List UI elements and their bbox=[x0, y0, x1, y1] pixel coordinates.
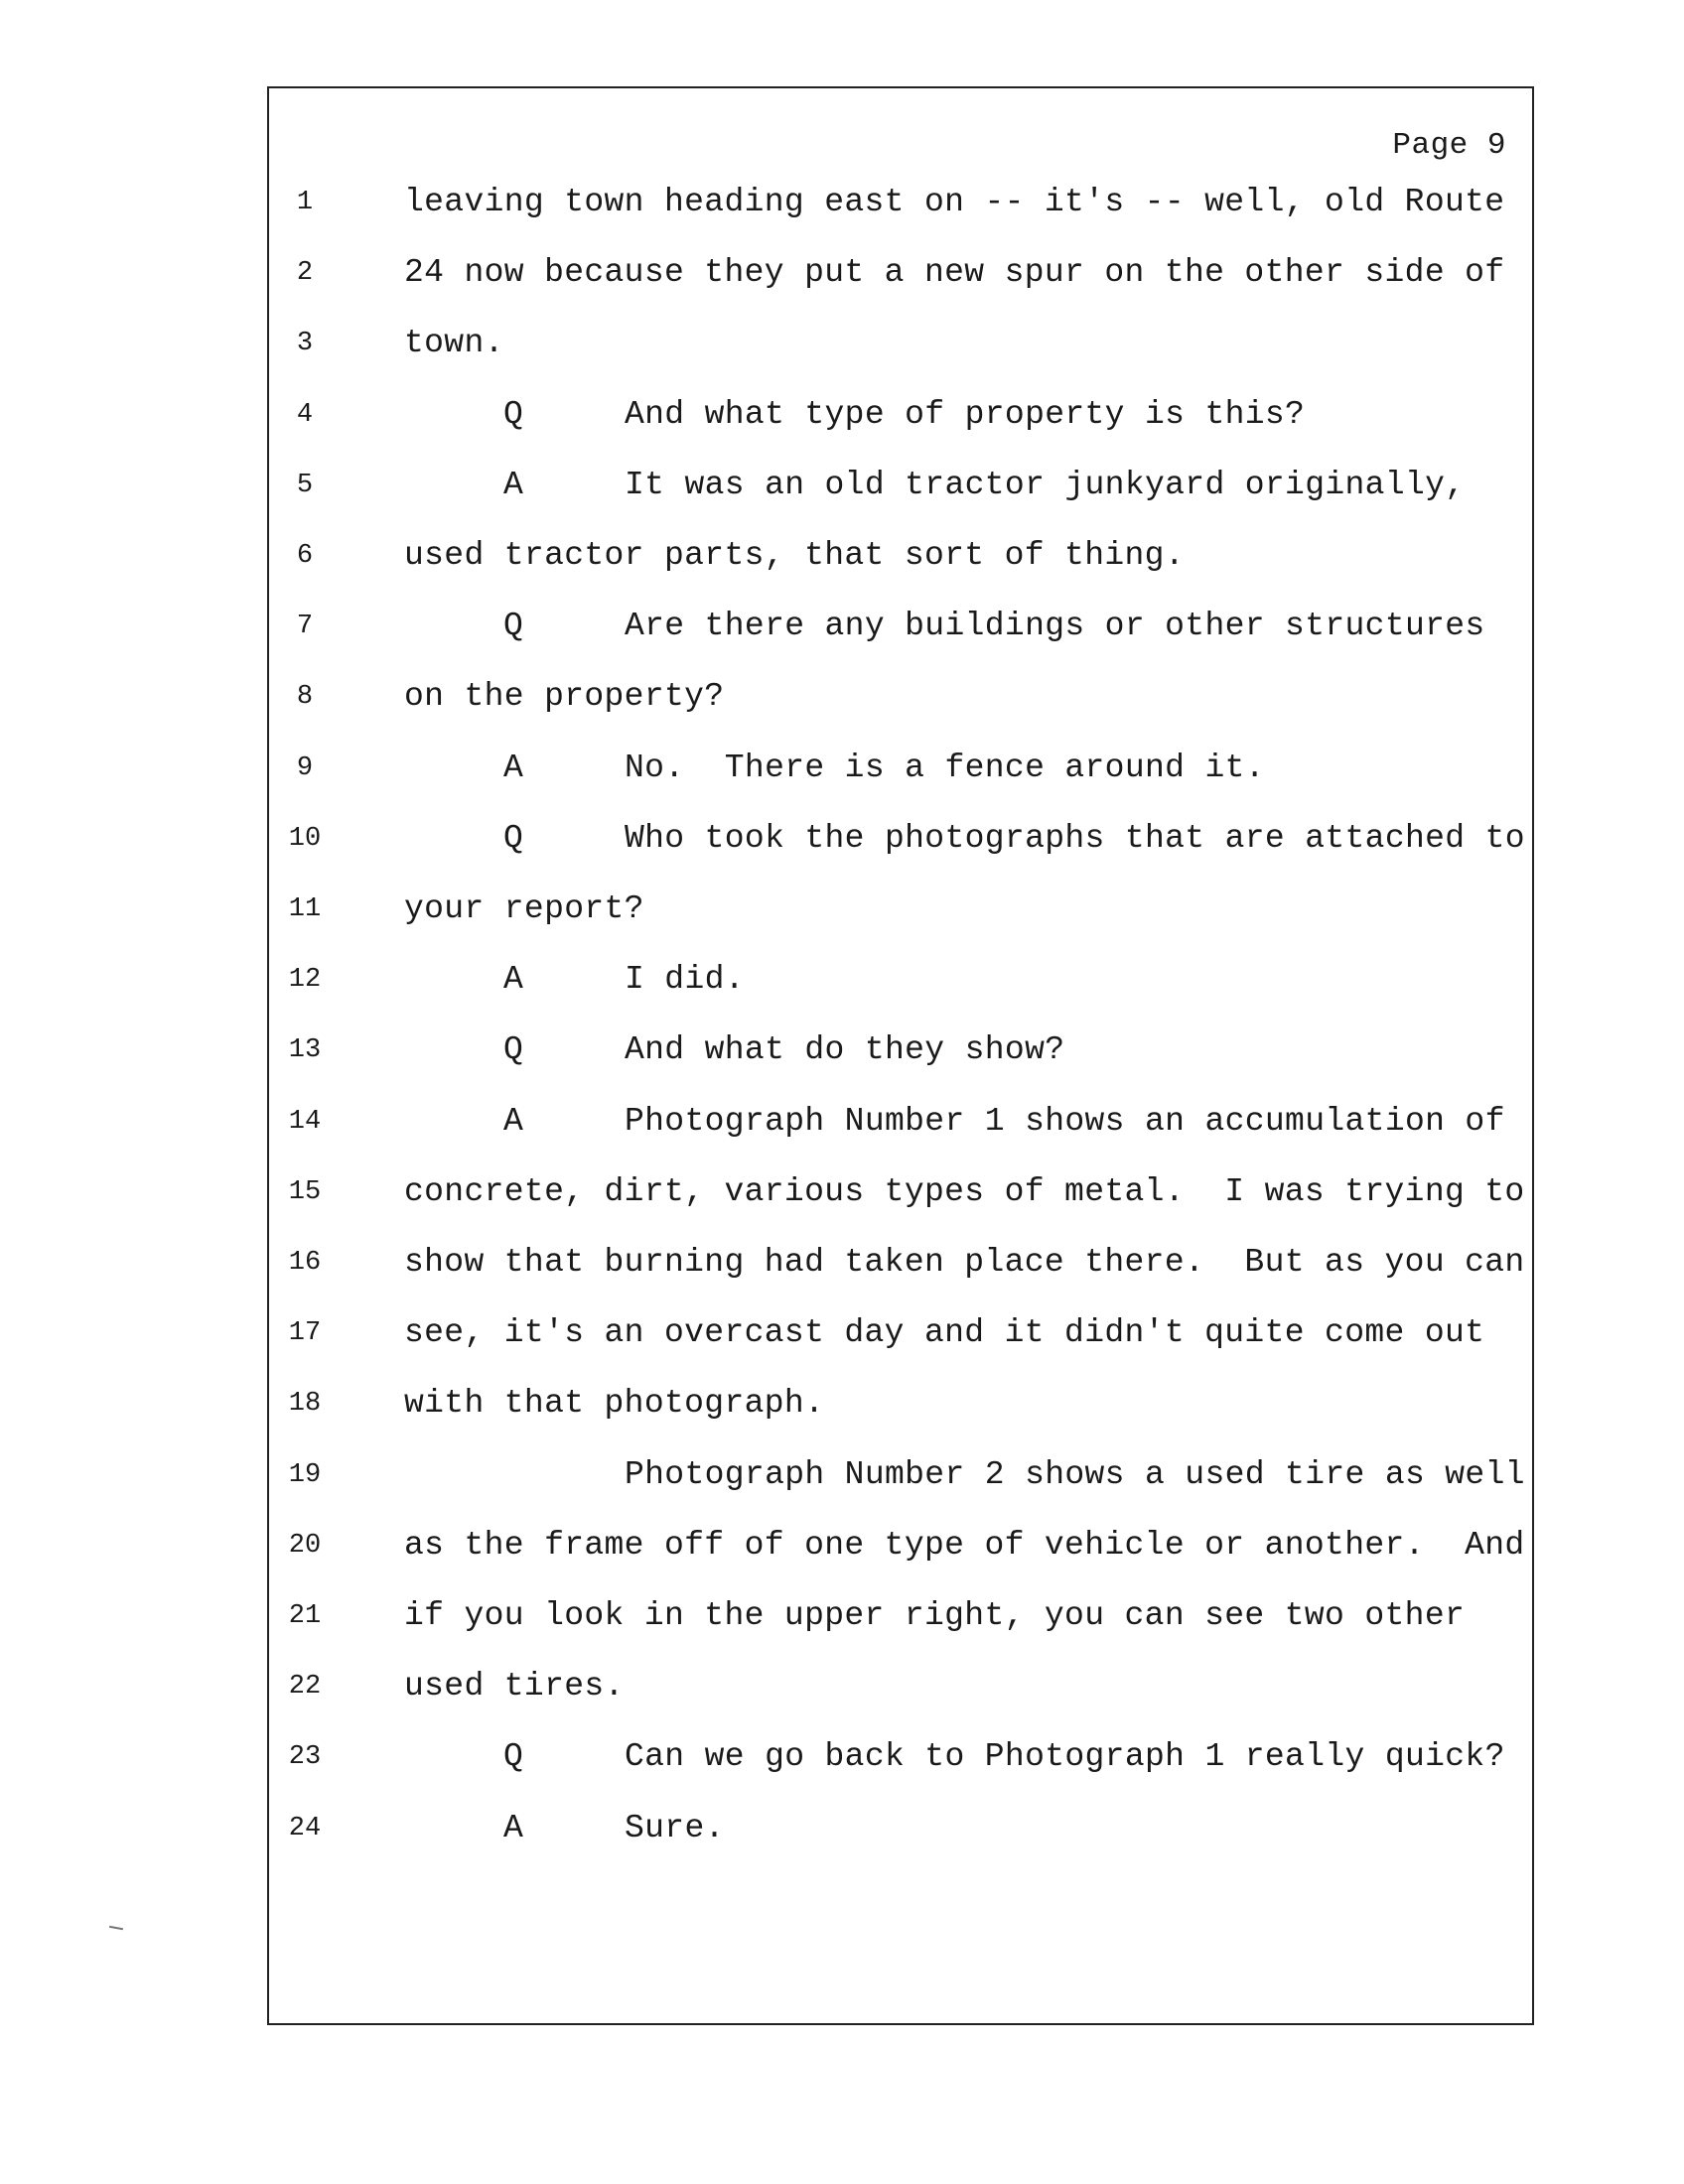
line-text: your report? bbox=[404, 890, 644, 927]
line-text: show that burning had taken place there. But as you can bbox=[404, 1244, 1525, 1281]
line-number: 14 bbox=[288, 1106, 322, 1137]
speaker-label: Q bbox=[503, 395, 523, 433]
transcript-line bbox=[269, 744, 1532, 793]
speaker-label: Q bbox=[503, 608, 523, 645]
line-text: leaving town heading east on -- it's -- well, old Route bbox=[404, 184, 1505, 220]
transcript-line bbox=[269, 885, 1532, 934]
line-text: Photograph Number 2 shows a used tire as well bbox=[625, 1455, 1525, 1493]
transcript-line bbox=[269, 1732, 1532, 1782]
line-number: 12 bbox=[288, 965, 322, 996]
transcript-line bbox=[269, 461, 1532, 510]
line-text: as the frame off of one type of vehicle or another. And bbox=[404, 1526, 1525, 1564]
line-text: Are there any buildings or other structures bbox=[625, 608, 1485, 645]
line-text: Can we go back to Photograph 1 really quick? bbox=[625, 1738, 1505, 1776]
line-text: 24 now because they put a new spur on the other side of bbox=[404, 254, 1505, 292]
transcript-line bbox=[269, 1379, 1532, 1429]
transcript-line bbox=[269, 178, 1532, 227]
speaker-label: Q bbox=[503, 1031, 523, 1069]
page-number: Page 9 bbox=[1392, 128, 1506, 163]
speaker-label: Q bbox=[503, 1738, 523, 1776]
line-number: 21 bbox=[288, 1601, 322, 1631]
line-text: on the property? bbox=[404, 678, 725, 716]
line-number: 8 bbox=[296, 682, 314, 713]
line-number: 4 bbox=[296, 399, 314, 430]
line-text: I did. bbox=[625, 961, 745, 999]
speaker-label: Q bbox=[503, 819, 523, 857]
line-text: And what type of property is this? bbox=[625, 395, 1306, 433]
transcript-line bbox=[269, 1167, 1532, 1217]
line-text: Sure. bbox=[625, 1809, 725, 1846]
transcript-line bbox=[269, 1662, 1532, 1711]
scan-mark bbox=[109, 1926, 123, 1930]
transcript-line bbox=[269, 1591, 1532, 1641]
transcript-line bbox=[269, 814, 1532, 864]
line-text: used tractor parts, that sort of thing. bbox=[404, 537, 1185, 574]
line-number: 5 bbox=[296, 470, 314, 500]
transcript-line bbox=[269, 1450, 1532, 1500]
line-text: if you look in the upper right, you can see two other bbox=[404, 1597, 1466, 1634]
line-text: Who took the photographs that are attached to bbox=[625, 819, 1525, 857]
line-text: concrete, dirt, various types of metal. I was trying to bbox=[404, 1172, 1525, 1210]
line-number: 19 bbox=[288, 1459, 322, 1490]
line-text: town. bbox=[404, 325, 504, 362]
line-text: No. There is a fence around it. bbox=[625, 749, 1265, 786]
line-number: 6 bbox=[296, 541, 314, 571]
transcript-line bbox=[269, 1097, 1532, 1147]
speaker-label: A bbox=[503, 961, 523, 999]
line-number: 1 bbox=[296, 188, 314, 217]
line-number: 9 bbox=[296, 752, 314, 783]
line-number: 23 bbox=[288, 1742, 322, 1773]
transcript-line bbox=[269, 248, 1532, 298]
line-text: used tires. bbox=[404, 1668, 625, 1706]
speaker-label: A bbox=[503, 1102, 523, 1140]
line-number: 13 bbox=[288, 1035, 322, 1066]
speaker-label: A bbox=[503, 749, 523, 786]
transcript-line bbox=[269, 531, 1532, 581]
line-number: 11 bbox=[288, 894, 322, 924]
transcript-line bbox=[269, 955, 1532, 1005]
line-text: with that photograph. bbox=[404, 1385, 825, 1423]
line-number: 20 bbox=[288, 1530, 322, 1561]
transcript-line bbox=[269, 1804, 1532, 1853]
line-number: 7 bbox=[296, 612, 314, 642]
line-number: 22 bbox=[288, 1672, 322, 1703]
line-text: Photograph Number 1 shows an accumulation of bbox=[625, 1102, 1505, 1140]
transcript-line bbox=[269, 1521, 1532, 1570]
transcript-page bbox=[267, 86, 1534, 2025]
transcript-line bbox=[269, 672, 1532, 722]
line-number: 10 bbox=[288, 823, 322, 854]
transcript-line bbox=[269, 602, 1532, 651]
speaker-label: A bbox=[503, 1809, 523, 1846]
line-text: see, it's an overcast day and it didn't quite come out bbox=[404, 1314, 1485, 1352]
transcript-line bbox=[269, 1025, 1532, 1075]
transcript-line bbox=[269, 1238, 1532, 1288]
line-number: 24 bbox=[288, 1813, 322, 1843]
line-number: 15 bbox=[288, 1176, 322, 1207]
line-text: And what do they show? bbox=[625, 1031, 1065, 1069]
line-number: 17 bbox=[288, 1318, 322, 1349]
line-number: 2 bbox=[296, 258, 314, 289]
transcript-line bbox=[269, 319, 1532, 368]
line-number: 18 bbox=[288, 1389, 322, 1420]
line-number: 3 bbox=[296, 329, 314, 359]
line-text: It was an old tractor junkyard originally, bbox=[625, 466, 1466, 503]
transcript-line bbox=[269, 1308, 1532, 1358]
transcript-line bbox=[269, 390, 1532, 440]
line-number: 16 bbox=[288, 1248, 322, 1278]
speaker-label: A bbox=[503, 466, 523, 503]
